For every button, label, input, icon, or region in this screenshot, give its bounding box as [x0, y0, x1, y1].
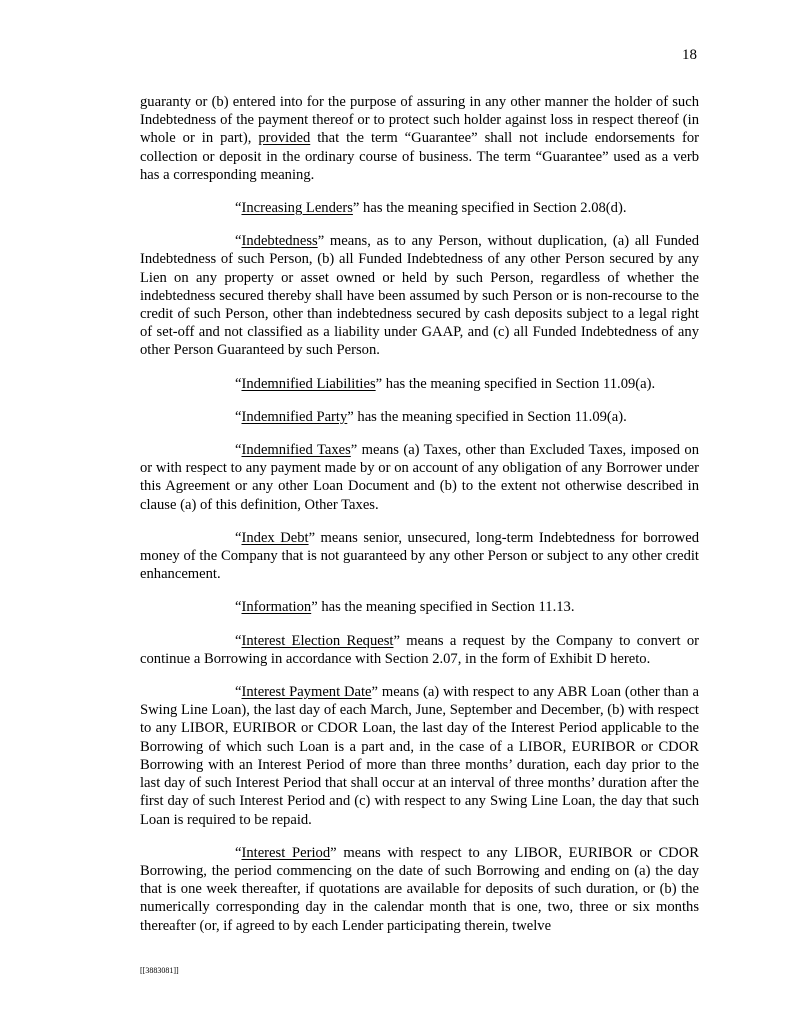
defined-term: Indemnified Party — [241, 408, 348, 425]
definition-indebtedness: “Indebtedness” means, as to any Person, without duplication, (a) all Funded Indebtedness of such Person, (b) all Funded Indebtedness of any other Person secured by any Lien on any property or asset owned or held by such Person, regardless of whether the indebtedness secured thereby shall have been assumed by such Person or is non-recourse to the credit of such Person, other than indebtedness secured by cash deposits subject to a legal right of set-off and not classified as a liability under GAAP, and (c) all Funded Indebtedness of any other Person Guaranteed by such Person. — [140, 233, 699, 359]
defined-term: Interest Payment Date — [241, 684, 372, 701]
defined-term: Indebtedness — [241, 233, 318, 250]
definition-information: “Information” has the meaning specified in Section 11.13. — [235, 599, 575, 616]
definition-indemnified-taxes: “Indemnified Taxes” means (a) Taxes, other than Excluded Taxes, imposed on or with respect to any payment made by or on account of any obligation of any Borrower under this Agreement or any other Loan Document and (b) to the extent not otherwise described in clause (a) of this definition, Other Taxes. — [140, 442, 700, 513]
definition-interest-payment-date: “Interest Payment Date” means (a) with respect to any ABR Loan (other than a Swing Line Loan), the last day of each March, June, September and December, (b) with respect to any LIBOR, EURIBOR or CDOR Loan, the last day of the Interest Period applicable to the Borrowing of which such Loan is a part and, in the case of a LIBOR, EURIBOR or CDOR Borrowing with an Interest Period of more than three months’ duration, each day prior to the last day of such Interest Period that shall occur at an interval of three months’ duration after the first day of such Interest Period and (c) with respect to any Swing Line Loan, the day that such Loan is required to be repaid. — [140, 684, 699, 828]
definition-indemnified-liabilities: “Indemnified Liabilities” has the meaning specified in Section 11.09(a). — [235, 375, 656, 392]
defined-term: Indemnified Liabilities — [241, 375, 376, 392]
defined-term: Indemnified Taxes — [241, 442, 351, 459]
defined-term: Index Debt — [241, 529, 309, 546]
definition-interest-period: “Interest Period” means with respect to any LIBOR, EURIBOR or CDOR Borrowing, the period commencing on the date of such Borrowing and ending on (a) the day that is one week thereafter, if quotations are available for deposits of such duration, or (b) the numerically corresponding day in the calendar month that is one, two, three or six months thereafter (or, if agreed to by each Lender participating therein, twelve — [140, 844, 699, 934]
document-footer-id: [[3883081]] — [140, 966, 179, 975]
definition-indemnified-party: “Indemnified Party” has the meaning specified in Section 11.09(a). — [235, 408, 627, 425]
defined-term: Interest Period — [241, 844, 331, 861]
definition-interest-election-request: “Interest Election Request” means a request by the Company to convert or continue a Borrowing in accordance with Section 2.07, in the form of Exhibit D hereto. — [140, 632, 699, 667]
page-number: 18 — [682, 47, 697, 63]
defined-term: Increasing Lenders — [241, 200, 353, 217]
provided-term: provided — [258, 130, 311, 147]
definition-index-debt: “Index Debt” means senior, unsecured, long-term Indebtedness for borrowed money of the Company that is not guaranteed by any other Person or subject to any other credit enhancement. — [140, 529, 699, 583]
guarantee-definition-continued: guaranty or (b) entered into for the purpose of assuring in any other manner the holder of such Indebtedness of the payment thereof or to protect such holder against loss in respect thereof (in whole or in part), provided that the term “Guarantee” shall not include endorsements for collection or deposit in the ordinary course of business. The term “Guarantee” used as a verb has a corresponding meaning. — [140, 94, 699, 183]
defined-term: Information — [241, 599, 312, 616]
document-body — [140, 93, 699, 935]
defined-term: Interest Election Request — [241, 632, 394, 649]
definition-increasing-lenders: “Increasing Lenders” has the meaning specified in Section 2.08(d). — [235, 200, 627, 217]
